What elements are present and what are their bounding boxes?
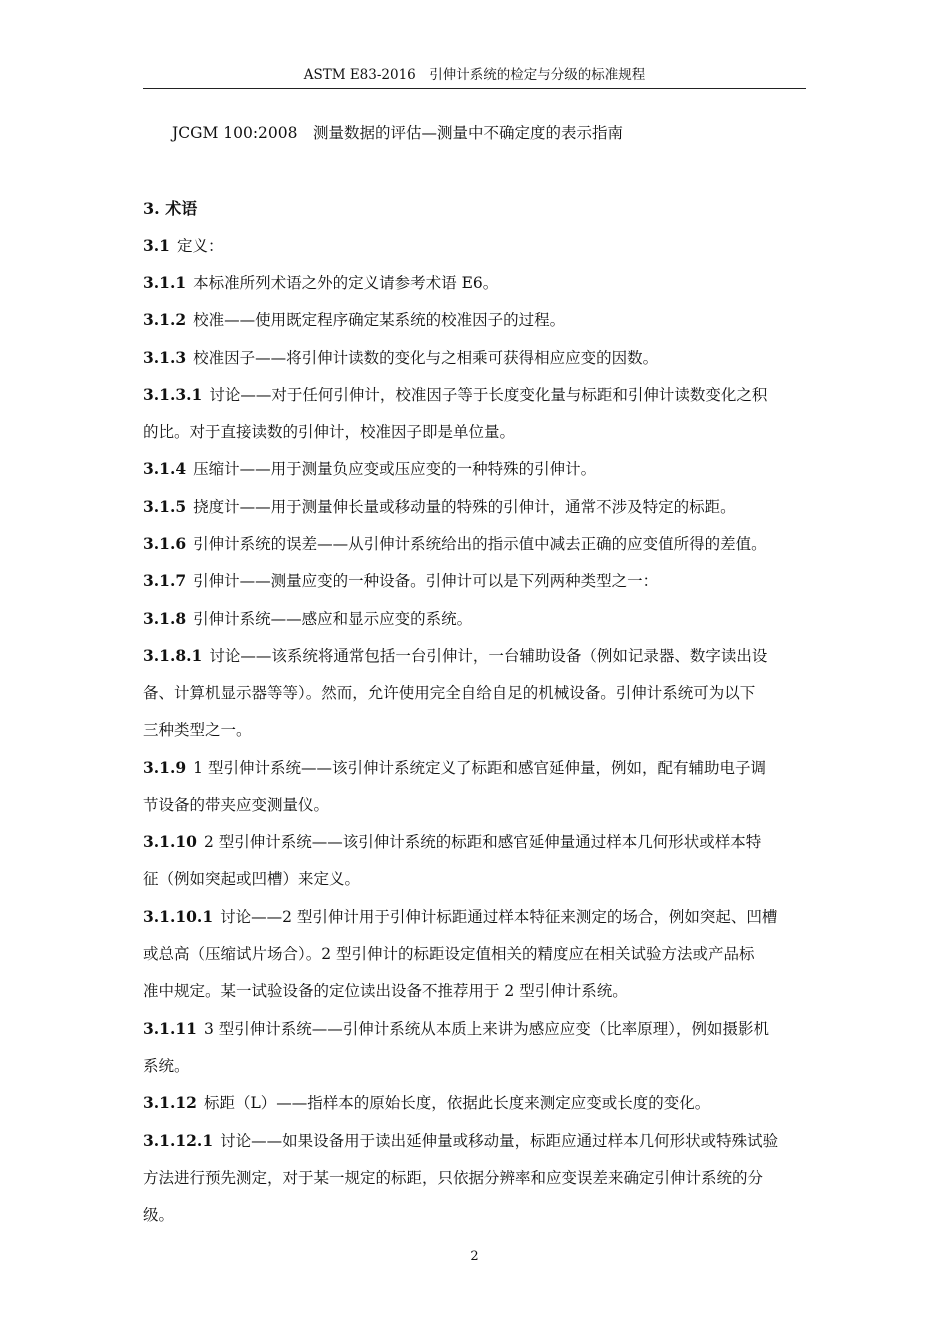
definition-line [143, 273, 806, 293]
clause-text: 引伸计系统——感应和显示应变的系统。 [193, 610, 473, 628]
definition-line [143, 1205, 806, 1225]
clause-number: 3.1.5 [143, 497, 187, 516]
clause-text: 引伸计系统的误差——从引伸计系统给出的指示值中减去正确的应变值所得的差值。 [193, 535, 767, 553]
clause-text: 校准——使用既定程序确定某系统的校准因子的过程。 [193, 311, 566, 329]
clause-number: 3.1.10.1 [143, 907, 214, 926]
clause-text: 方法进行预先测定，对于某一规定的标距，只依据分辨率和应变误差来确定引伸计系统的分 [143, 1169, 764, 1187]
clause-text: 2 型引伸计系统——该引伸计系统的标距和感官延伸量通过样本几何形状或样本特 [203, 833, 762, 851]
clause-text: 讨论——2 型引伸计用于引伸计标距通过样本特征来测定的场合，例如突起、凹槽 [220, 908, 778, 926]
clause-text: 校准因子——将引伸计读数的变化与之相乘可获得相应应变的因数。 [193, 349, 659, 367]
clause-text: 1 型引伸计系统——该引伸计系统定义了标距和感官延伸量，例如，配有辅助电子调 [193, 759, 766, 777]
definition-line [143, 1168, 806, 1188]
definition-line [143, 1131, 806, 1151]
clause-number: 3.1.2 [143, 310, 187, 329]
section-heading [143, 199, 806, 219]
definition-line [143, 646, 806, 666]
header-divider [143, 88, 806, 89]
clause-number: 3.1.11 [143, 1019, 197, 1038]
clause-number: 3.1.8 [143, 609, 187, 628]
definition-line [143, 348, 806, 368]
definition-line [143, 609, 806, 629]
clause-number: 3.1.3.1 [143, 385, 203, 404]
definition-line [143, 1093, 806, 1113]
definition-line [143, 1019, 806, 1039]
clause-text: 备、计算机显示器等等）。然而，允许使用完全自给自足的机械设备。引伸计系统可为以下 [143, 684, 756, 702]
definition-line [143, 720, 806, 740]
definition-line [143, 1056, 806, 1076]
definition-line [143, 385, 806, 405]
clause-text: 引伸计——测量应变的一种设备。引伸计可以是下列两种类型之一： [193, 572, 659, 590]
clause-text: 或总高（压缩试片场合）。2 型引伸计的标距设定值相关的精度应在相关试验方法或产品标 [143, 945, 755, 963]
clause-number: 3.1.1 [143, 273, 187, 292]
clause-text: 讨论——如果设备用于读出延伸量或移动量，标距应通过样本几何形状或特殊试验 [220, 1132, 779, 1150]
clause-text: 标距（L）——指样本的原始长度，依据此长度来测定应变或长度的变化。 [203, 1094, 711, 1112]
clause-text: 准中规定。某一试验设备的定位读出设备不推荐用于 2 型引伸计系统。 [143, 982, 628, 1000]
clause-text: 三种类型之一。 [143, 721, 252, 739]
clause-number: 3.1.12 [143, 1093, 197, 1112]
clause-text: 挠度计——用于测量伸长量或移动量的特殊的引伸计，通常不涉及特定的标距。 [193, 498, 736, 516]
clause-number: 3.1.8.1 [143, 646, 203, 665]
clause-number: 3.1.4 [143, 459, 187, 478]
clause-text: 征（例如突起或凹槽）来定义。 [143, 870, 361, 888]
clause-number: 3.1.7 [143, 571, 187, 590]
running-header: ASTM E83-2016 引伸计系统的检定与分级的标准规程 [303, 67, 646, 83]
definition-line [143, 832, 806, 852]
clause-text: 节设备的带夹应变测量仪。 [143, 796, 330, 814]
clause-number: 3.1.9 [143, 758, 187, 777]
definition-line [143, 571, 806, 591]
section-title: 3. 术语 [143, 199, 198, 218]
clause-text: 讨论——对于任何引伸计，校准因子等于长度变化量与标距和引伸计读数变化之积 [209, 386, 768, 404]
definition-line [143, 869, 806, 889]
definition-line [143, 944, 806, 964]
definition-line [143, 236, 806, 256]
clause-text: 本标准所列术语之外的定义请参考术语 E6。 [193, 274, 499, 292]
definition-line [143, 683, 806, 703]
clause-text: 定义： [176, 237, 224, 255]
reference-entry: JCGM 100:2008 测量数据的评估—测量中不确定度的表示指南 [172, 124, 624, 142]
clause-text: 的比。对于直接读数的引伸计，校准因子即是单位量。 [143, 423, 516, 441]
clause-text: 级。 [143, 1206, 175, 1224]
clause-text: 系统。 [143, 1057, 190, 1075]
definition-line [143, 907, 806, 927]
definition-line [143, 459, 806, 479]
definition-line [143, 795, 806, 815]
page-number: 2 [470, 1249, 479, 1264]
clause-text: 压缩计——用于测量负应变或压应变的一种特殊的引伸计。 [193, 460, 597, 478]
clause-number: 3.1.12.1 [143, 1131, 214, 1150]
clause-text: 3 型引伸计系统——引伸计系统从本质上来讲为感应应变（比率原理），例如摄影机 [203, 1020, 769, 1038]
clause-number: 3.1.10 [143, 832, 197, 851]
clause-number: 3.1 [143, 236, 170, 255]
clause-text: 讨论——该系统将通常包括一台引伸计，一台辅助设备（例如记录器、数字读出设 [209, 647, 768, 665]
definition-line [143, 981, 806, 1001]
definition-line [143, 497, 806, 517]
definition-line [143, 758, 806, 778]
clause-number: 3.1.3 [143, 348, 187, 367]
definition-line [143, 534, 806, 554]
definition-line [143, 310, 806, 330]
definition-line [143, 422, 806, 442]
clause-number: 3.1.6 [143, 534, 187, 553]
